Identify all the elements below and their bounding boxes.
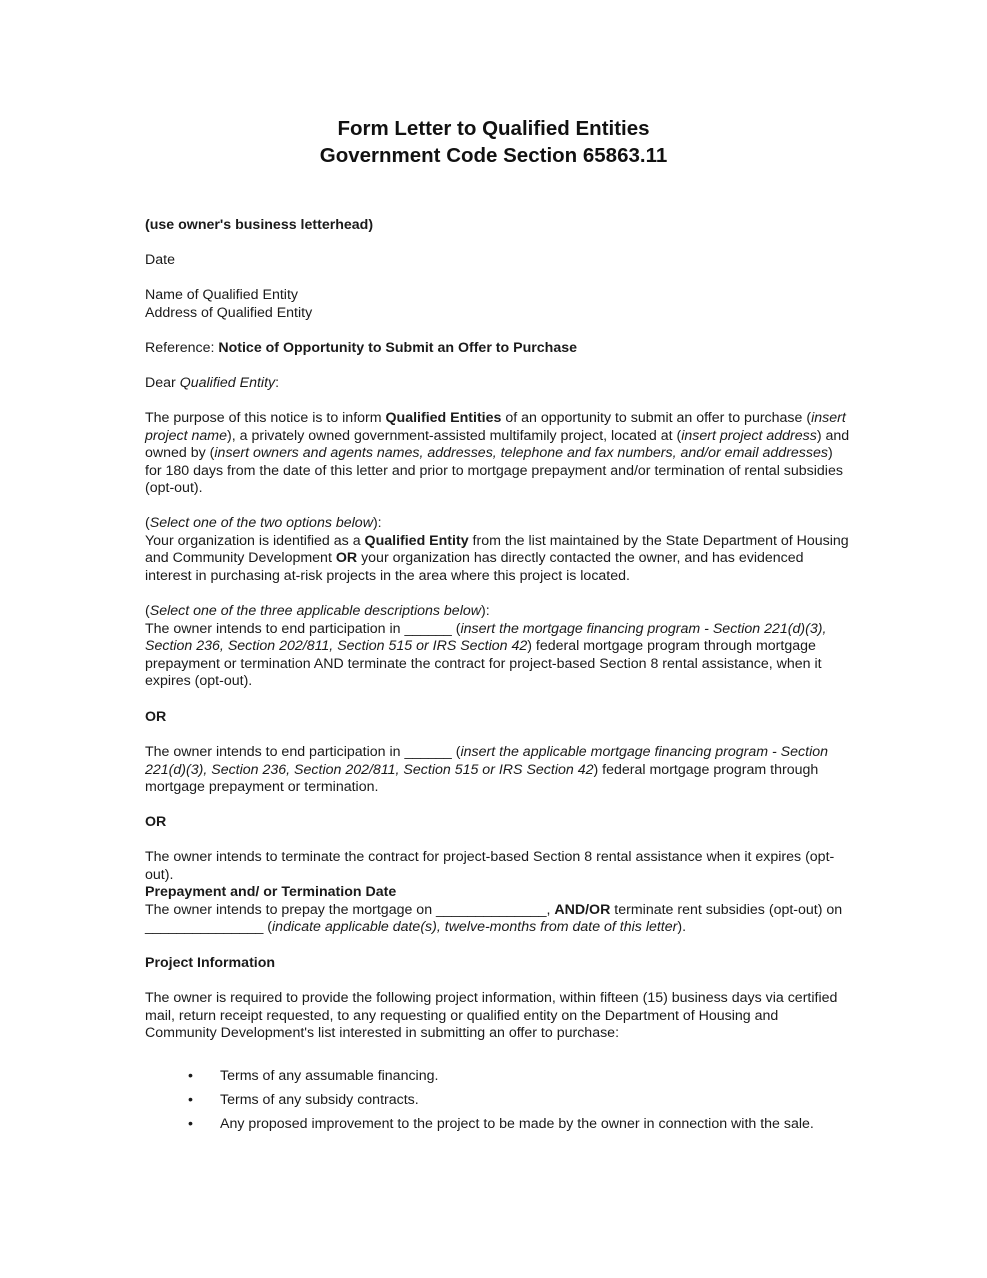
three-descriptions-paragraph bbox=[145, 603, 850, 691]
three-descriptions-instruction bbox=[145, 603, 850, 621]
document-title-line-1: Form Letter to Qualified Entities bbox=[337, 117, 650, 140]
purpose-text-9: ) for 180 days from the date of this letter and prior to mortgage prepayment and/or termination of rental subsidies (opt-out). bbox=[145, 445, 843, 497]
two-options-body bbox=[145, 533, 850, 586]
purpose-qualified-entities: Qualified Entities bbox=[385, 410, 502, 426]
two-options-paragraph bbox=[145, 515, 850, 585]
prepayment-date-instruction: indicate applicable date(s), twelve-months from date of this letter bbox=[272, 919, 678, 936]
bullet-marker: • bbox=[188, 1092, 193, 1108]
purpose-text-3: of an opportunity to submit an offer to purchase ( bbox=[501, 410, 812, 426]
option-one-text-3: ) federal mortgage program through mortgage prepayment or termination AND terminate the contract for project-based Section 8 rental assistance, when it expires (opt-out). bbox=[145, 638, 822, 690]
prepayment-heading: Prepayment and/ or Termination Date bbox=[145, 884, 397, 901]
option-two-paragraph bbox=[145, 744, 850, 797]
two-options-text-5: your organization has directly contacted the owner, and has evidenced interest in purchasing at-risk projects in the area where this project is located. bbox=[145, 550, 804, 584]
paren-close: ): bbox=[372, 515, 382, 531]
option-three-text: The owner intends to terminate the contract for project-based Section 8 rental assistance when it expires (opt-out). bbox=[145, 849, 835, 883]
date-label: Date bbox=[145, 252, 175, 268]
option-one-program: insert the mortgage financing program - Section 221(d)(3), Section 236, Section 202/811, Section 515 or IRS Section 42 bbox=[145, 620, 827, 655]
option-one-body bbox=[145, 621, 850, 691]
purpose-text-5: ), a privately owned government-assisted multifamily project, located at ( bbox=[227, 427, 682, 444]
option-two-program: insert the applicable mortgage financing program - Section 221(d)(3), Section 236, Section 202/811, Section 515 or IRS Section 42 bbox=[145, 744, 829, 778]
prepayment-body bbox=[145, 902, 850, 937]
or-separator-2: OR bbox=[145, 814, 167, 830]
option-two-text-1: The owner intends to end participation in ______ ( bbox=[145, 744, 461, 760]
two-options-text-1: Your organization is identified as a bbox=[145, 532, 365, 549]
recipient-block bbox=[145, 287, 850, 322]
salutation bbox=[145, 375, 850, 393]
bullet-marker: • bbox=[188, 1068, 193, 1084]
prepayment-text-1: The owner intends to prepay the mortgage on ______________, bbox=[145, 901, 555, 918]
project-info-heading: Project Information bbox=[145, 955, 276, 971]
bullet-marker: • bbox=[188, 1116, 193, 1132]
purpose-text-7: ) and owned by ( bbox=[145, 427, 850, 462]
option-two-text-3: ) federal mortgage program through mortgage prepayment or termination. bbox=[145, 761, 819, 796]
purpose-paragraph bbox=[145, 410, 850, 498]
salutation-name: Qualified Entity bbox=[179, 375, 276, 391]
bullet-text: Terms of any assumable financing. bbox=[220, 1068, 439, 1084]
prepayment-and-or: AND/OR bbox=[554, 901, 611, 918]
purpose-text-1: The purpose of this notice is to inform bbox=[145, 410, 386, 426]
reference-line bbox=[145, 340, 850, 358]
two-options-qualified-entity: Qualified Entity bbox=[364, 532, 469, 549]
prepayment-text-5: ). bbox=[677, 919, 687, 936]
recipient-name: Name of Qualified Entity bbox=[145, 287, 298, 303]
two-options-instruction bbox=[145, 515, 850, 533]
two-options-or: OR bbox=[335, 550, 358, 567]
bullet-text: Terms of any subsidy contracts. bbox=[220, 1092, 419, 1108]
salutation-prefix: Dear bbox=[145, 375, 180, 391]
three-descriptions-select-text: Select one of the three applicable descriptions below bbox=[149, 603, 481, 619]
two-options-select-text: Select one of the two options below bbox=[149, 515, 373, 531]
reference-label: Reference: bbox=[145, 340, 219, 356]
document-title-line-2: Government Code Section 65863.11 bbox=[319, 144, 668, 167]
paren-open: ( bbox=[145, 603, 150, 619]
purpose-project-address: insert project address bbox=[681, 427, 817, 444]
project-info-paragraph: The owner is required to provide the following project information, within fifteen (15) business days via certified mail, return receipt requested, to any requesting or qualified entity on the Department of Housing and Community Development's list interested in submitting an offer to purchase: bbox=[145, 990, 838, 1042]
option-one-text-1: The owner intends to end participation in ______ ( bbox=[145, 620, 461, 637]
option-three-paragraph bbox=[145, 849, 850, 937]
or-separator-1: OR bbox=[145, 709, 167, 725]
recipient-address: Address of Qualified Entity bbox=[145, 304, 313, 321]
paren-open: ( bbox=[145, 515, 150, 531]
two-options-text-3: from the list maintained by the State Department of Housing and Community Development bbox=[145, 532, 849, 567]
letterhead-note: (use owner's business letterhead) bbox=[145, 217, 374, 233]
bullet-text: Any proposed improvement to the project to be made by the owner in connection with the sale. bbox=[220, 1116, 814, 1132]
reference-text: Notice of Opportunity to Submit an Offer to Purchase bbox=[218, 340, 577, 356]
paren-close: ): bbox=[481, 603, 490, 619]
prepayment-text-3: terminate rent subsidies (opt-out) on _______________ ( bbox=[145, 901, 843, 936]
purpose-project-name: insert project name bbox=[145, 410, 846, 444]
salutation-suffix: : bbox=[275, 375, 280, 391]
purpose-owner-info: insert owners and agents names, addresses, telephone and fax numbers, and/or email addresses bbox=[214, 445, 828, 462]
